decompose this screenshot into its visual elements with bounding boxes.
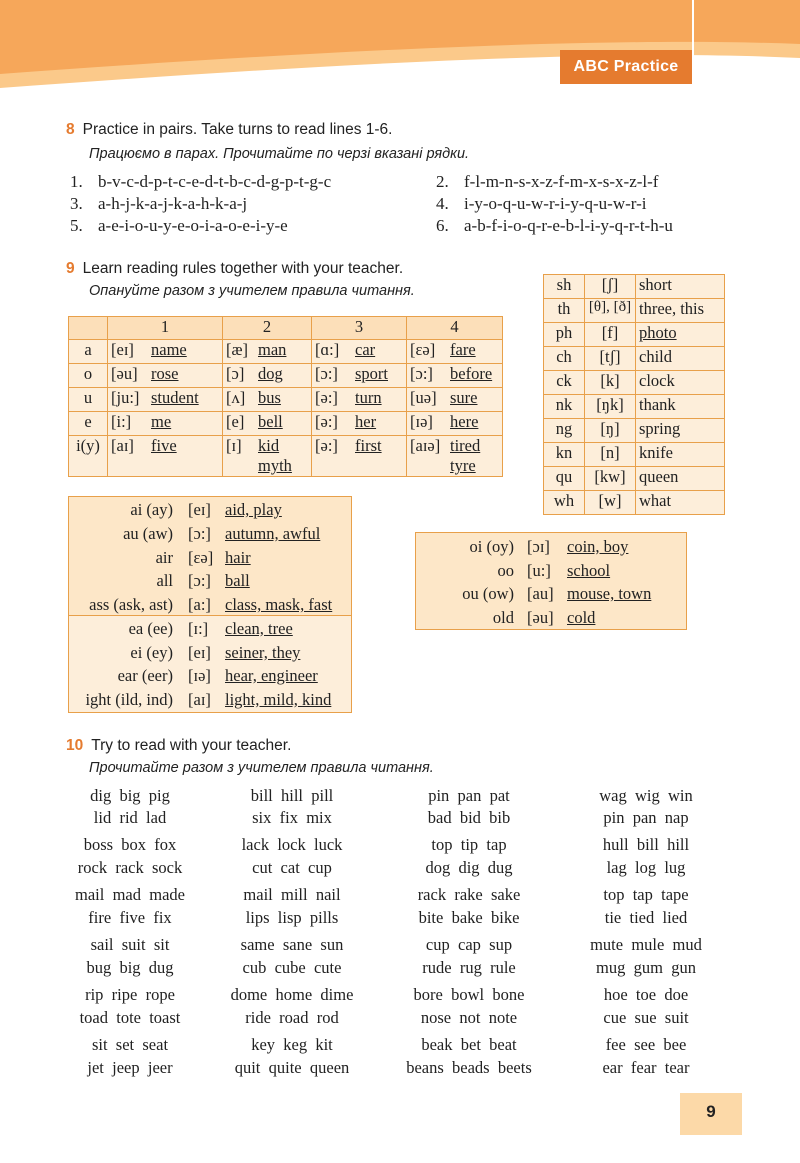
- word-group: fee see bee: [605, 1035, 687, 1054]
- vowel-row: o [əu] rose [ɔ] dog [ɔ:] sport [ɔ:] before: [69, 364, 503, 388]
- tab-divider: [692, 0, 694, 90]
- consonant-row: ck [k] clock: [544, 371, 725, 395]
- consonant-row: sh [ʃ] short: [544, 275, 725, 299]
- ex9-heading: [66, 260, 403, 278]
- word-group: top tap tape: [603, 885, 689, 904]
- ex8-line-6: 6. a-b-f-i-o-q-r-e-b-l-i-y-q-r-t-h-u: [436, 216, 673, 235]
- word-group: ear fear tear: [602, 1058, 690, 1077]
- word-group: six fix mix: [252, 808, 332, 827]
- word-group: nose not note: [420, 1008, 518, 1027]
- word-group: boss box fox: [83, 835, 177, 854]
- consonant-row: nk [ŋk] thank: [544, 395, 725, 419]
- word-group: bug big dug: [86, 958, 174, 977]
- consonant-row: ph [f] photo: [544, 323, 725, 347]
- word-group: dome home dime: [230, 985, 354, 1004]
- word-group: beans beads beets: [406, 1058, 532, 1077]
- word-group: mute mule mud: [590, 935, 702, 954]
- ex10-title: Try to read with your teacher.: [91, 737, 292, 754]
- word-group: jet jeep jeer: [87, 1058, 173, 1077]
- word-group: key keg kit: [251, 1035, 333, 1054]
- ex8-line-3: 3. a-h-j-k-a-j-k-a-h-k-a-j: [70, 194, 248, 213]
- word-group: mail mill nail: [243, 885, 341, 904]
- vowel-row: a [eɪ] name [æ] man [ɑ:] car [ɛə] fare: [69, 340, 503, 364]
- page-header: [0, 0, 800, 100]
- word-group: same sane sun: [240, 935, 344, 954]
- word-group: lips lisp pills: [245, 908, 339, 927]
- ex10-heading: [66, 737, 291, 755]
- word-group: bite bake bike: [418, 908, 520, 927]
- consonant-row: ch [tʃ] child: [544, 347, 725, 371]
- word-group: bill hill pill: [250, 786, 334, 805]
- ex9-subtitle: Опануйте разом з учителем правила читання.: [89, 283, 415, 299]
- word-group: top tip tap: [431, 835, 507, 854]
- word-group: fire five fix: [88, 908, 172, 927]
- word-group: hoe toe doe: [603, 985, 689, 1004]
- word-group: mug gum gun: [596, 958, 696, 977]
- word-group: lack lock luck: [241, 835, 343, 854]
- consonant-table: [543, 274, 725, 515]
- ex8-line-5: 5. a-e-i-o-u-y-e-o-i-a-o-e-i-y-e: [70, 216, 288, 235]
- word-group: sail suit sit: [90, 935, 170, 954]
- ex9-title: Learn reading rules together with your teacher.: [82, 260, 404, 277]
- word-group: sit set seat: [91, 1035, 169, 1054]
- consonant-row: qu [kw] queen: [544, 467, 725, 491]
- word-group: rack rake sake: [417, 885, 521, 904]
- word-group: dog dig dug: [425, 858, 513, 877]
- word-group: rip ripe rope: [85, 985, 175, 1004]
- word-group: rock rack sock: [77, 858, 183, 877]
- ex8-heading: [66, 121, 393, 139]
- ex10-subtitle: Прочитайте разом з учителем правила читання.: [89, 760, 434, 776]
- vowel-table: 1 2 3 4 a [eɪ] name [æ] man [ɑ:] car [ɛə] fare o [əu] rose [ɔ] dog [ɔ:] sport [ɔ:] before u [ju:] student [ʌ] bus [ə:] turn [uə] sure e [i:] me [e] bell [ə:] her [ɪə] here i(y) [aɪ] five [ɪ] kid myth [ə:] first [aɪə] tired tyre: [68, 316, 503, 477]
- consonant-row: wh [w] what: [544, 491, 725, 515]
- ex8-title: Practice in pairs. Take turns to read lines 1-6.: [82, 121, 393, 138]
- word-group: wag wig win: [599, 786, 693, 805]
- ex8-subtitle: Працюємо в парах. Прочитайте по черзі вказані рядки.: [89, 146, 470, 162]
- word-group: rude rug rule: [422, 958, 516, 977]
- word-group: cub cube cute: [242, 958, 342, 977]
- word-group: bad bid bib: [427, 808, 511, 827]
- section-tab: ABC Practice: [560, 50, 692, 84]
- ex8-line-2: 2. f-l-m-n-s-x-z-f-m-x-s-x-z-l-f: [436, 172, 659, 191]
- word-group: cut cat cup: [252, 858, 332, 877]
- word-group: quit quite queen: [234, 1058, 350, 1077]
- word-group: lid rid lad: [93, 808, 167, 827]
- ex8-line-1: 1. b-v-c-d-p-t-c-e-d-t-b-c-d-g-p-t-g-c: [70, 172, 332, 191]
- vowel-row: u [ju:] student [ʌ] bus [ə:] turn [uə] sure: [69, 388, 503, 412]
- consonant-row: ng [ŋ] spring: [544, 419, 725, 443]
- word-group: cup cap sup: [425, 935, 513, 954]
- word-group: hull bill hill: [602, 835, 690, 854]
- word-group: pin pan pat: [428, 786, 510, 805]
- ex10-number: 10: [66, 737, 84, 754]
- word-group: dig big pig: [90, 786, 170, 805]
- word-group: bore bowl bone: [413, 985, 525, 1004]
- consonant-row: th [θ], [ð] three, this: [544, 299, 725, 323]
- ex8-line-4: 4. i-y-o-q-u-w-r-i-y-q-u-w-r-i: [436, 194, 647, 213]
- word-group: lag log lug: [606, 858, 686, 877]
- word-group: pin pan nap: [603, 808, 689, 827]
- word-group: tie tied lied: [604, 908, 688, 927]
- ex8-number: 8: [66, 121, 75, 138]
- vowel-row: e [i:] me [e] bell [ə:] her [ɪə] here: [69, 412, 503, 436]
- ex9-number: 9: [66, 260, 75, 277]
- word-group: ride road rod: [245, 1008, 339, 1027]
- word-group: toad tote toast: [79, 1008, 181, 1027]
- word-group: beak bet beat: [421, 1035, 517, 1054]
- consonant-row: kn [n] knife: [544, 443, 725, 467]
- page-number: 9: [680, 1093, 742, 1135]
- vowel-row: i(y) [aɪ] five [ɪ] kid myth [ə:] first [aɪə] tired tyre: [69, 436, 503, 477]
- word-group: cue sue suit: [603, 1008, 689, 1027]
- word-group: mail mad made: [75, 885, 185, 904]
